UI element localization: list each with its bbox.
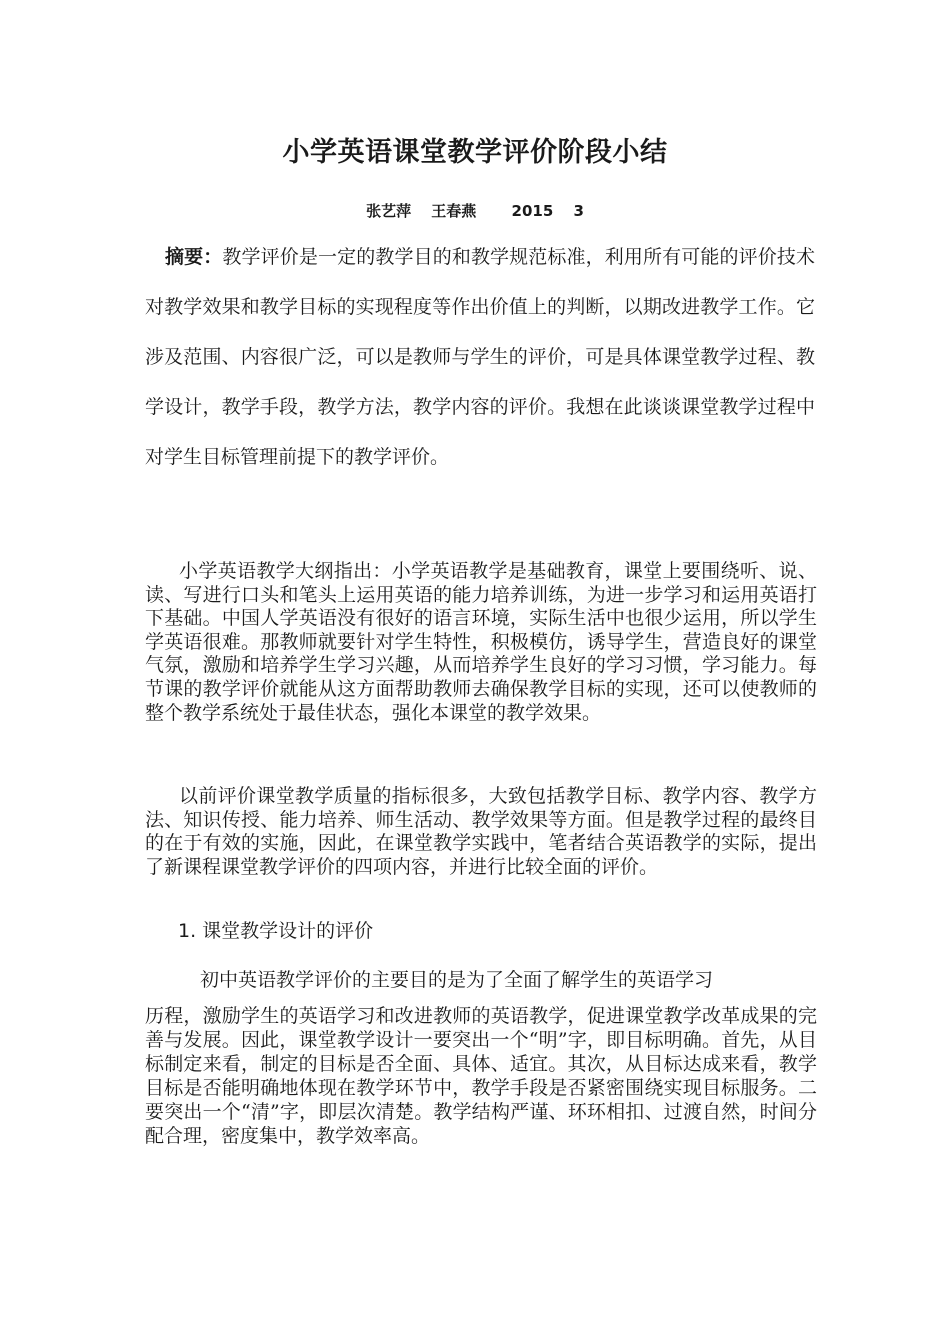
body-paragraph-1: 小学英语教学大纲指出：小学英语教学是基础教育，课堂上要围绕听、说、读、写进行口头和笔头上运用英语的能力培养训练，为进一步学习和运用英语打下基础。中国人学英语没有很好的语言环境，实际生活中也很少运用，所以学生学英语很难。那教师就要针对学生特性，积极模仿，诱导学生，营造良好的课堂气氛，激励和培养学生学习兴趣，从而培养学生良好的学习习惯，学习能力。每节课的教学评价就能从这方面帮助教师去确保教学目标的实现，还可以使教师的整个教学系统处于最佳状态，强化本课堂的教学效果。	[145, 560, 817, 724]
body-paragraph-2: 以前评价课堂教学质量的指标很多，大致包括教学目标、教学内容、教学方法、知识传授、能力培养、师生活动、教学效果等方面。但是教学过程的最终目的在于有效的实施，因此，在课堂教学实践中，笔者结合英语教学的实际，提出了新课程课堂教学评价的四项内容，并进行比较全面的评价。	[145, 785, 817, 878]
section-number: 1.	[178, 920, 197, 942]
body-paragraph-3-first-line: 初中英语教学评价的主要目的是为了全面了解学生的英语学习	[200, 969, 714, 991]
document-title: 小学英语课堂教学评价阶段小结	[282, 137, 668, 168]
section-title: 课堂教学设计的评价	[202, 920, 374, 942]
abstract-label: 摘要：	[165, 246, 223, 268]
author-line: 张艺萍 王春燕 2015 3	[366, 202, 584, 220]
abstract-text: 教学评价是一定的教学目的和教学规范标准，利用所有可能的评价技术对教学效果和教学目标的实现程度等作出价值上的判断，以期改进教学工作。它涉及范围、内容很广泛，可以是教师与学生的评价，可是具体课堂教学过程、教学设计，教学手段，教学方法，教学内容的评价。我想在此谈谈课堂教学过程中对学生目标管理前提下的教学评价。	[145, 246, 815, 468]
abstract-paragraph	[145, 232, 815, 482]
section-heading-1	[178, 918, 373, 944]
body-paragraph-3-continuation: 历程，激励学生的英语学习和改进教师的英语教学，促进课堂教学改革成果的完善与发展。因此，课堂教学设计一要突出一个“明”字，即目标明确。首先，从目标制定来看，制定的目标是否全面、具体、适宜。其次，从目标达成来看，教学目标是否能明确地体现在教学环节中，教学手段是否紧密围绕实现目标服务。二要突出一个“清”字，即层次清楚。教学结构严谨、环环相扣、过渡自然，时间分配合理，密度集中，教学效率高。	[145, 1005, 817, 1147]
